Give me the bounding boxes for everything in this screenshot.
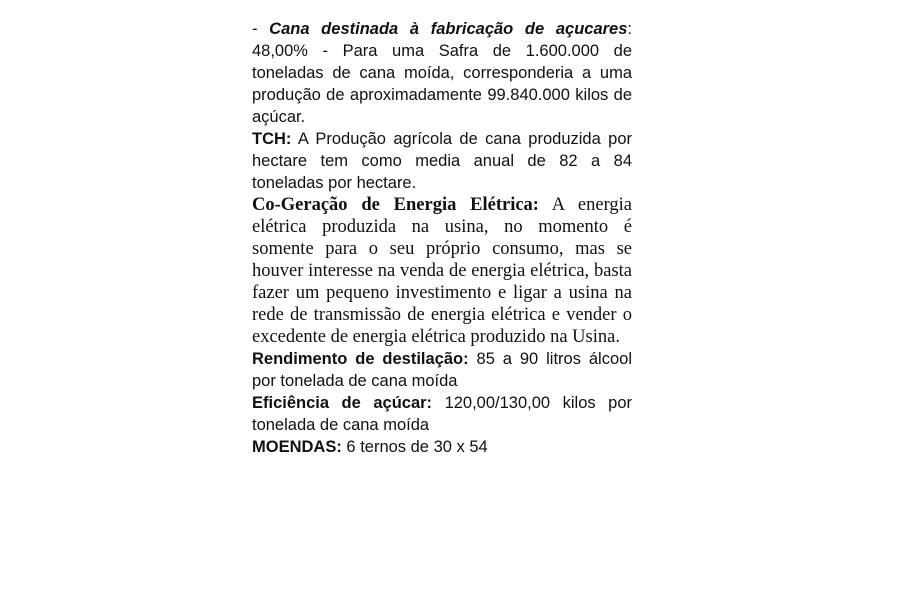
paragraph-moendas bbox=[252, 436, 632, 458]
paragraph-text: : 48,00% - Para uma Safra de 1.600.000 de toneladas de cana moída, corresponderia a uma produção de aproximadamente 99.840.000 kilos de açúcar. bbox=[252, 20, 632, 126]
paragraph-label: Rendimento de destilação: bbox=[252, 350, 469, 368]
paragraph-text: 6 ternos de 30 x 54 bbox=[341, 438, 488, 456]
document-text-block bbox=[252, 18, 632, 458]
paragraph-text: 120,00/130,00 kilos por tonelada de cana moída bbox=[252, 394, 632, 434]
paragraph-label: TCH: bbox=[252, 130, 292, 148]
paragraph-label: Eficiência de açúcar: bbox=[252, 394, 433, 412]
paragraph-label: MOENDAS: bbox=[252, 438, 342, 456]
paragraph-prefix: - bbox=[252, 20, 270, 38]
paragraph-label: Co-Geração de Energia Elétrica: bbox=[252, 195, 539, 215]
paragraph-text: 85 a 90 litros álcool por tonelada de cana moída bbox=[252, 350, 632, 390]
paragraph-cogeracao bbox=[252, 194, 632, 348]
paragraph-cana-acucares bbox=[252, 18, 632, 128]
paragraph-tch bbox=[252, 128, 632, 194]
paragraph-eficiencia bbox=[252, 392, 632, 436]
paragraph-rendimento bbox=[252, 348, 632, 392]
paragraph-text: A energia elétrica produzida na usina, no momento é somente para o seu próprio consumo, mas se houver interesse na venda de energia elétrica, basta fazer um pequeno investimento e ligar a usina na rede de transmissão de energia elétrica e vender o excedente de energia elétrica produzido na Usina. bbox=[252, 195, 632, 347]
paragraph-text: A Produção agrícola de cana produzida por hectare tem como media anual de 82 a 84 toneladas por hectare. bbox=[252, 130, 632, 192]
paragraph-label: Cana destinada à fabricação de açucares bbox=[269, 20, 628, 38]
